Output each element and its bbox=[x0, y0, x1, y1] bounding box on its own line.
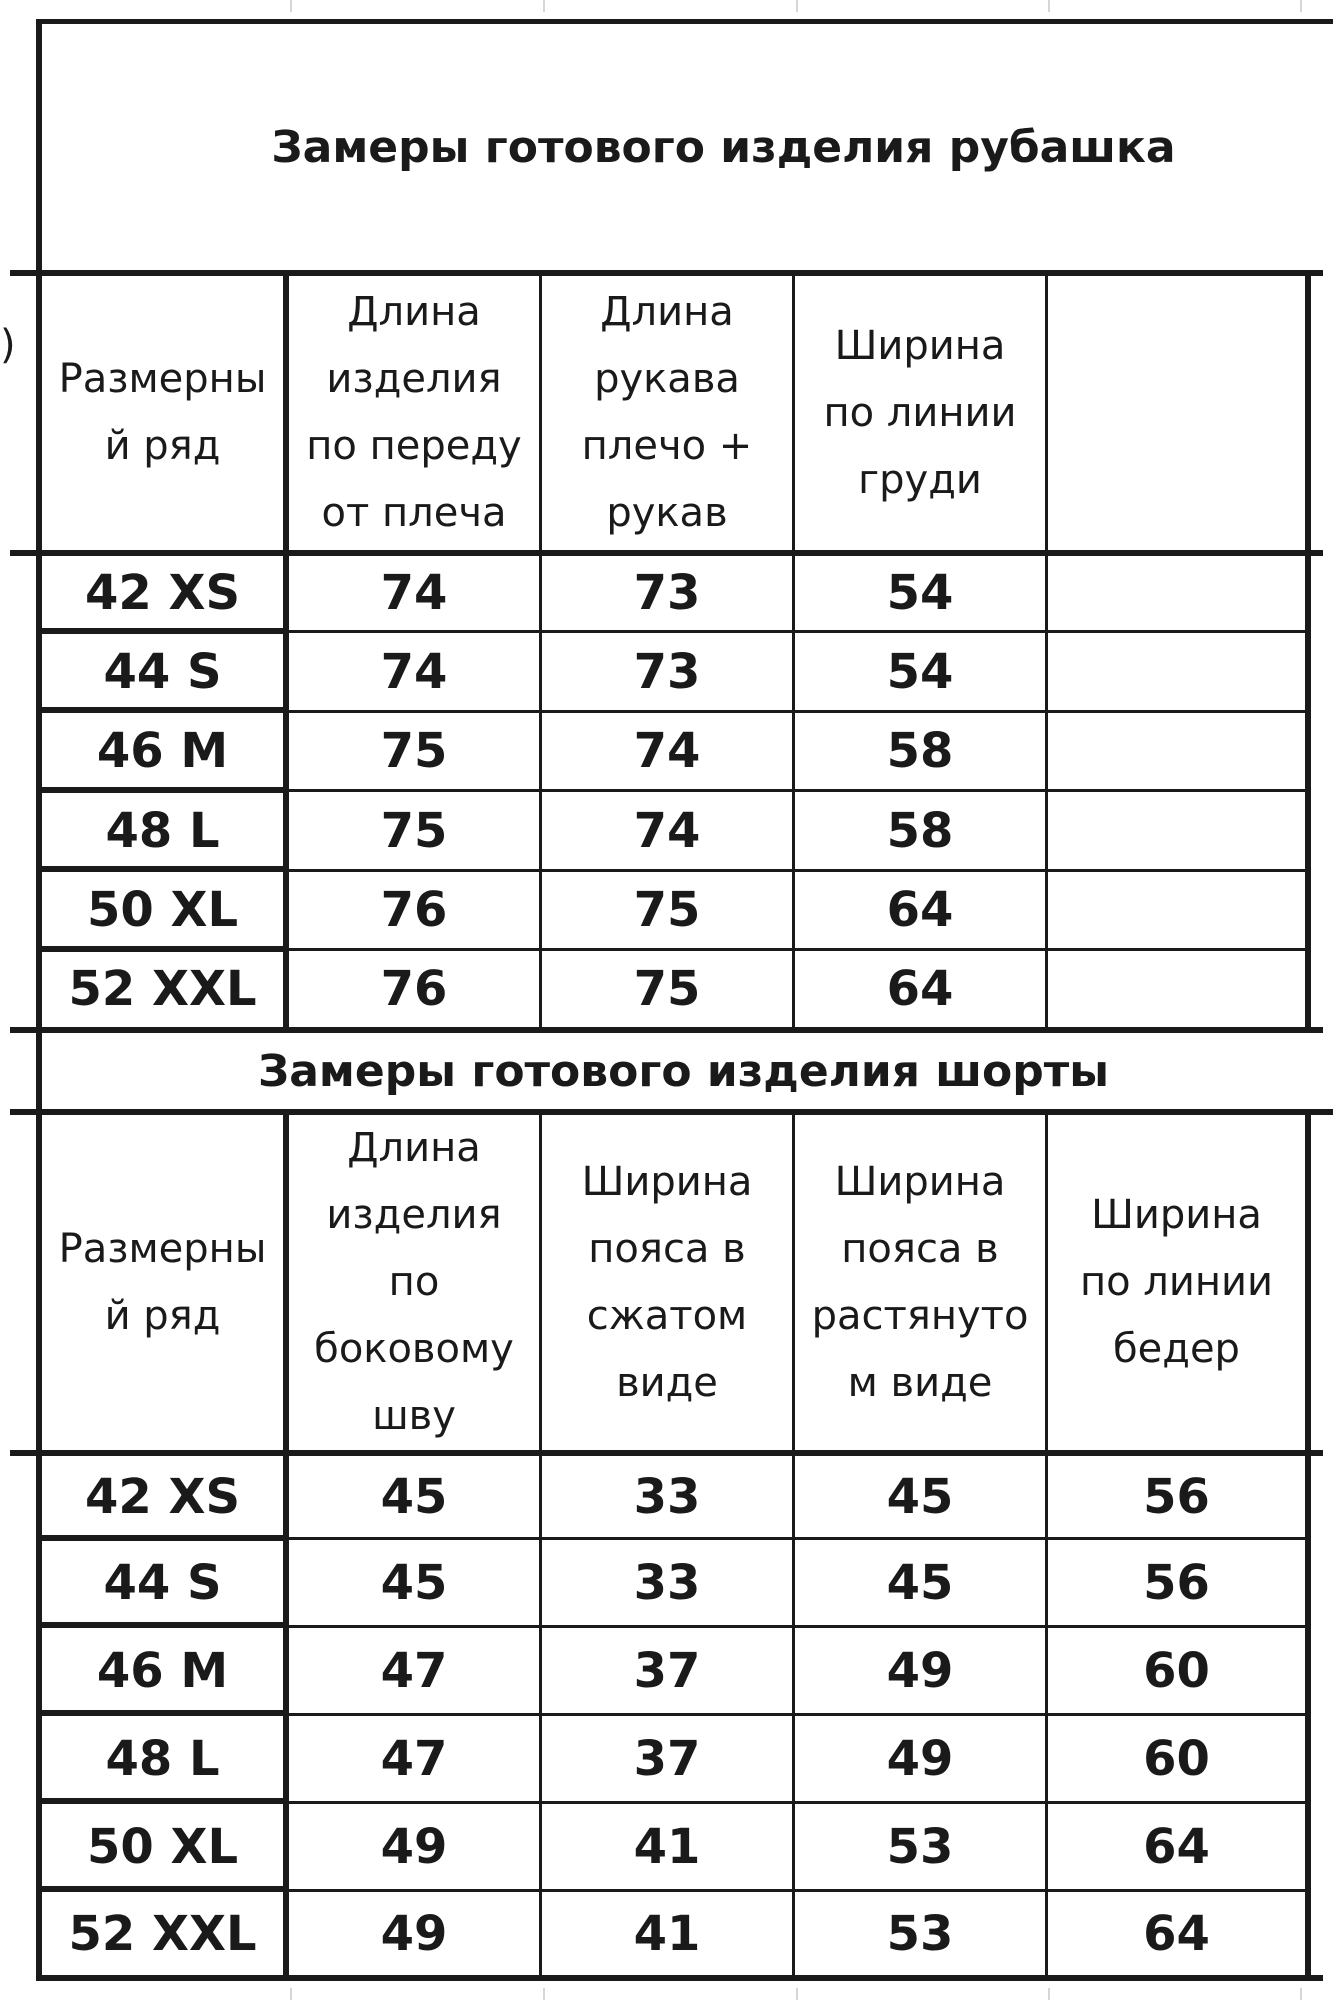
shirt-value-cell bbox=[1048, 713, 1305, 789]
shirt-size-cell: 42 XS bbox=[84, 565, 241, 621]
shirt-size-cell: 52 XXL bbox=[68, 961, 257, 1017]
shirt-header-cell: Размерны й ряд bbox=[58, 356, 267, 469]
shirt-value-cell: 73 bbox=[633, 565, 701, 621]
shorts-value-cell: 45 bbox=[380, 1468, 448, 1525]
shirt-size-cell: 44 S bbox=[103, 643, 222, 700]
gridline bbox=[1048, 1988, 1050, 2000]
shirt-value-cell: 75 bbox=[380, 802, 448, 859]
shirt-value-cell bbox=[1048, 633, 1305, 710]
shorts-size-cell: 46 M bbox=[96, 1642, 229, 1699]
shorts-size-cell: 42 XS bbox=[84, 1468, 241, 1525]
shorts-value-cell: 47 bbox=[380, 1642, 448, 1699]
shorts-value-cell: 33 bbox=[633, 1468, 701, 1525]
shorts-value-cell: 47 bbox=[380, 1730, 448, 1787]
shirt-value-cell: 75 bbox=[633, 882, 701, 938]
shirt-value-cell: 74 bbox=[633, 723, 701, 779]
shirt-value-cell: 74 bbox=[633, 802, 701, 859]
shorts-value-cell: 53 bbox=[886, 1905, 954, 1962]
gridline bbox=[796, 0, 798, 12]
shirt-header-cell: Ширина по линии груди bbox=[823, 322, 1017, 503]
shirt-size-cell: 50 XL bbox=[86, 882, 239, 938]
shorts-value-cell: 33 bbox=[633, 1554, 701, 1611]
shorts-value-cell: 49 bbox=[886, 1730, 954, 1787]
shirt-value-cell: 64 bbox=[886, 961, 954, 1017]
shirt-value-cell: 54 bbox=[886, 565, 954, 621]
shirt-header-cell bbox=[1048, 276, 1305, 550]
shorts-value-cell: 45 bbox=[380, 1554, 448, 1611]
gridline bbox=[543, 1988, 545, 2000]
shorts-size-cell: 44 S bbox=[103, 1554, 222, 1611]
gridline bbox=[290, 0, 292, 12]
shorts-value-cell: 41 bbox=[633, 1818, 701, 1875]
shorts-value-cell: 49 bbox=[886, 1642, 954, 1699]
shirt-value-cell bbox=[1048, 556, 1305, 630]
border bbox=[1305, 1109, 1311, 1981]
shirt-value-cell: 64 bbox=[886, 882, 954, 938]
shirt-value-cell: 73 bbox=[633, 643, 701, 700]
shorts-value-cell: 49 bbox=[380, 1818, 448, 1875]
shorts-value-cell: 45 bbox=[886, 1554, 954, 1611]
shorts-header-cell: Ширина пояса в сжатом виде bbox=[581, 1158, 753, 1406]
shirt-value-cell: 76 bbox=[380, 961, 448, 1017]
shirt-size-cell: 46 M bbox=[96, 723, 229, 779]
shorts-table-title: Замеры готового изделия шорты bbox=[257, 1045, 1110, 1097]
shirt-value-cell: 74 bbox=[380, 643, 448, 700]
shirt-value-cell: 54 bbox=[886, 643, 954, 700]
shorts-value-cell: 56 bbox=[1143, 1554, 1210, 1611]
gridline bbox=[796, 1988, 798, 2000]
gridline bbox=[543, 0, 545, 12]
shirt-size-cell: 48 L bbox=[105, 802, 220, 859]
shorts-header-cell: Размерны й ряд bbox=[58, 1225, 267, 1339]
shorts-size-cell: 50 XL bbox=[86, 1818, 239, 1875]
shirt-value-cell: 58 bbox=[886, 723, 954, 779]
shorts-value-cell: 60 bbox=[1143, 1730, 1210, 1787]
shirt-value-cell: 75 bbox=[380, 723, 448, 779]
shorts-value-cell: 37 bbox=[633, 1730, 701, 1787]
shirt-value-cell bbox=[1048, 951, 1305, 1027]
shirt-header-cell: Длина рукава плечо + рукав bbox=[581, 289, 753, 536]
shirt-value-cell: 76 bbox=[380, 882, 448, 938]
shorts-value-cell: 64 bbox=[1143, 1905, 1210, 1962]
shorts-value-cell: 53 bbox=[886, 1818, 954, 1875]
shorts-header-cell: Ширина по линии бедер bbox=[1079, 1192, 1274, 1372]
shorts-value-cell: 37 bbox=[633, 1642, 701, 1699]
shorts-value-cell: 56 bbox=[1143, 1468, 1210, 1525]
shirt-header-cell: Длина изделия по переду от плеча bbox=[306, 289, 522, 536]
shirt-value-cell: 75 bbox=[633, 961, 701, 1017]
shorts-value-cell: 64 bbox=[1143, 1818, 1210, 1875]
shorts-value-cell: 49 bbox=[380, 1905, 448, 1962]
shirt-value-cell bbox=[1048, 872, 1305, 948]
shirt-value-cell bbox=[1048, 792, 1305, 869]
gridline bbox=[1048, 0, 1050, 12]
gridline bbox=[1300, 0, 1302, 12]
border bbox=[1305, 270, 1311, 1030]
shorts-size-cell: 48 L bbox=[105, 1730, 220, 1787]
gridline bbox=[290, 1988, 292, 2000]
shirt-value-cell: 74 bbox=[380, 565, 448, 621]
shirt-table-title: Замеры готового изделия рубашка bbox=[271, 121, 1176, 173]
shorts-header-cell: Ширина пояса в растянуто м виде bbox=[811, 1158, 1029, 1406]
shorts-header-cell: Длина изделия по боковому шву bbox=[314, 1125, 514, 1439]
clipped-edge-glyph: ) bbox=[0, 322, 16, 368]
shorts-value-cell: 45 bbox=[886, 1468, 954, 1525]
border bbox=[38, 1975, 1323, 1981]
shorts-value-cell: 60 bbox=[1143, 1642, 1210, 1699]
shorts-size-cell: 52 XXL bbox=[68, 1905, 257, 1962]
shirt-value-cell: 58 bbox=[886, 802, 954, 859]
shorts-value-cell: 41 bbox=[633, 1905, 701, 1962]
gridline bbox=[1300, 1988, 1302, 2000]
